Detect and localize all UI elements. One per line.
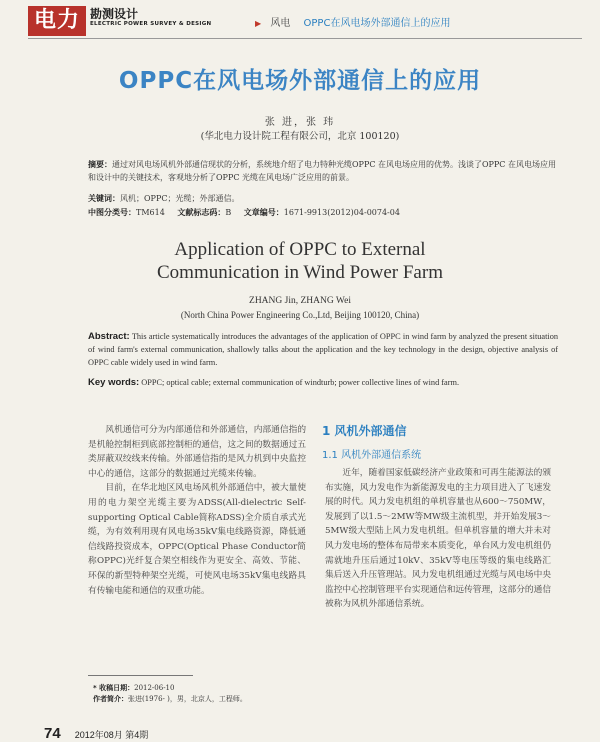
- footnote-received: [93, 683, 174, 694]
- body-paragraph: 近年，随着国家低碳经济产业政策和可再生能源法的颁布实施，风力发电作为新能源发电的主力项目进入了飞速发展的时代。风力发电机组的单机容量也从600～750MW，发展到了以1.5～2MW等MW级主流机型，并开始发展3～5MW级大型陆上风力发电机组。但单机容量的增大并未对风力发电场的整体布局带来本质变化，单台风力发电机组仍需就地升压后通过10kV、35kV等电压等级的集电线路汇集后送入升压管理站。风力发电机组通过光缆与风电场中央监控中心控制管理平台实现通信和远传管理，这部分的通信被称为风机外部通信系统。: [325, 468, 551, 610]
- section-heading: 1 风机外部通信: [322, 424, 407, 438]
- journal-logo: 电力: [28, 6, 86, 36]
- running-header: [255, 14, 450, 29]
- received-label: * 收稿日期：: [93, 684, 135, 692]
- author-bio-label: 作者简介：: [93, 695, 128, 703]
- journal-brand: [90, 8, 211, 27]
- subsection-heading: 1.1 风机外部通信系统: [322, 450, 422, 461]
- keywords-text: 风机；OPPC；光缆；外部通信。: [120, 194, 240, 203]
- article-no-value: 1671-9913(2012)04-0074-04: [283, 208, 400, 217]
- page-footer: [44, 725, 148, 742]
- paper-title-cn: OPPC在风电场外部通信上的应用: [118, 68, 482, 94]
- title-en-line1: Application of OPPC to External: [174, 239, 426, 260]
- abstract-cn: [88, 158, 558, 184]
- triangle-icon: ▶: [255, 19, 262, 28]
- keywords-cn: [88, 192, 558, 205]
- title-en-line2: Communication in Wind Power Farm: [157, 262, 443, 283]
- affiliation-en: (North China Power Engineering Co.,Ltd, Beijing 100120, China): [180, 310, 420, 320]
- body-left-column: [88, 423, 306, 598]
- section-name: 风电: [270, 18, 291, 29]
- body-right-column: [325, 466, 551, 612]
- affiliation-cn: (华北电力设计院工程有限公司，北京 100120): [200, 131, 400, 142]
- journal-name-en: ELECTRIC POWER SURVEY & DESIGN: [90, 21, 212, 27]
- header-divider: [28, 38, 582, 39]
- author-bio-value: 张进(1976- )，男，北京人，工程师。: [128, 695, 247, 703]
- abstract-en-text: This article systematically introduces the advantages of the application of OPPC in wind farm by analyzed the present situation of wind farm's external communication, shallowly talks about the application and the key technology in the design, objective analysis of OPPC cable widely used in wind farm.: [88, 332, 558, 367]
- abstract-label: 摘要：: [88, 160, 112, 169]
- keywords-en: [88, 376, 558, 389]
- footnote-divider: [88, 675, 193, 676]
- running-title: OPPC在风电场外部通信上的应用: [303, 18, 451, 29]
- cls-value: TM614: [136, 208, 165, 217]
- journal-name-cn: 勘测设计: [90, 7, 139, 21]
- classification-line: [88, 206, 558, 219]
- received-value: 2012-06-10: [134, 684, 175, 692]
- cls-label: 中图分类号：: [88, 208, 136, 217]
- issue-info: 2012年08月 第4期: [74, 730, 149, 740]
- authors-en: ZHANG Jin, ZHANG Wei: [249, 296, 351, 306]
- doc-code-label: 文献标志码：: [177, 208, 226, 217]
- page-number: 74: [44, 725, 61, 742]
- abstract-text: 通过对风电场风机外部通信现状的分析，系统地介绍了电力特种光缆OPPC 在风电场应用的优势。浅谈了OPPC 在风电场应用和设计中的关键技术，客观地分析了OPPC 光缆在风电场广泛应用的前景。: [88, 160, 556, 182]
- authors-cn: 张 进，张 玮: [264, 117, 336, 128]
- keywords-label: 关键词：: [88, 194, 120, 203]
- article-no-label: 文章编号：: [243, 208, 284, 217]
- keywords-en-text: OPPC; optical cable; external communication of windturb; power collective lines of wind farm.: [139, 378, 460, 387]
- body-paragraph: 风机通信可分为内部通信和外部通信，内部通信指的是机舱控制柜到底部控制柜的通信，这之间的数据通过五类屏蔽双绞线来传输。外部通信指的是风力机到中央监控中心的通信，这部分的数据通过光缆来传输。: [88, 425, 306, 479]
- footnote-author: [93, 694, 247, 705]
- keywords-en-label: Key words:: [88, 377, 140, 388]
- body-paragraph: 目前，在华北地区风电场风机外部通信中，被大量使用的电力架空光缆主要为ADSS(All-dielectric Self-supporting Optical Cable简称ADSS)全介质自承式光缆，为有效利用现有风电场35kV集电线路资源，降低通信线路投资成本，OPPC(Optical Phase Conductor简称OPPC)光纤复合架空相线作为更安全、高效、节能、环保的新型特种架空光缆，可使风电场35kV集电线路具有传输电能和通信的双重功能。: [88, 483, 306, 596]
- doc-code-value: B: [225, 208, 232, 217]
- abstract-en-label: Abstract:: [88, 331, 130, 342]
- abstract-en: [88, 330, 558, 369]
- paper-title-en: [0, 238, 600, 284]
